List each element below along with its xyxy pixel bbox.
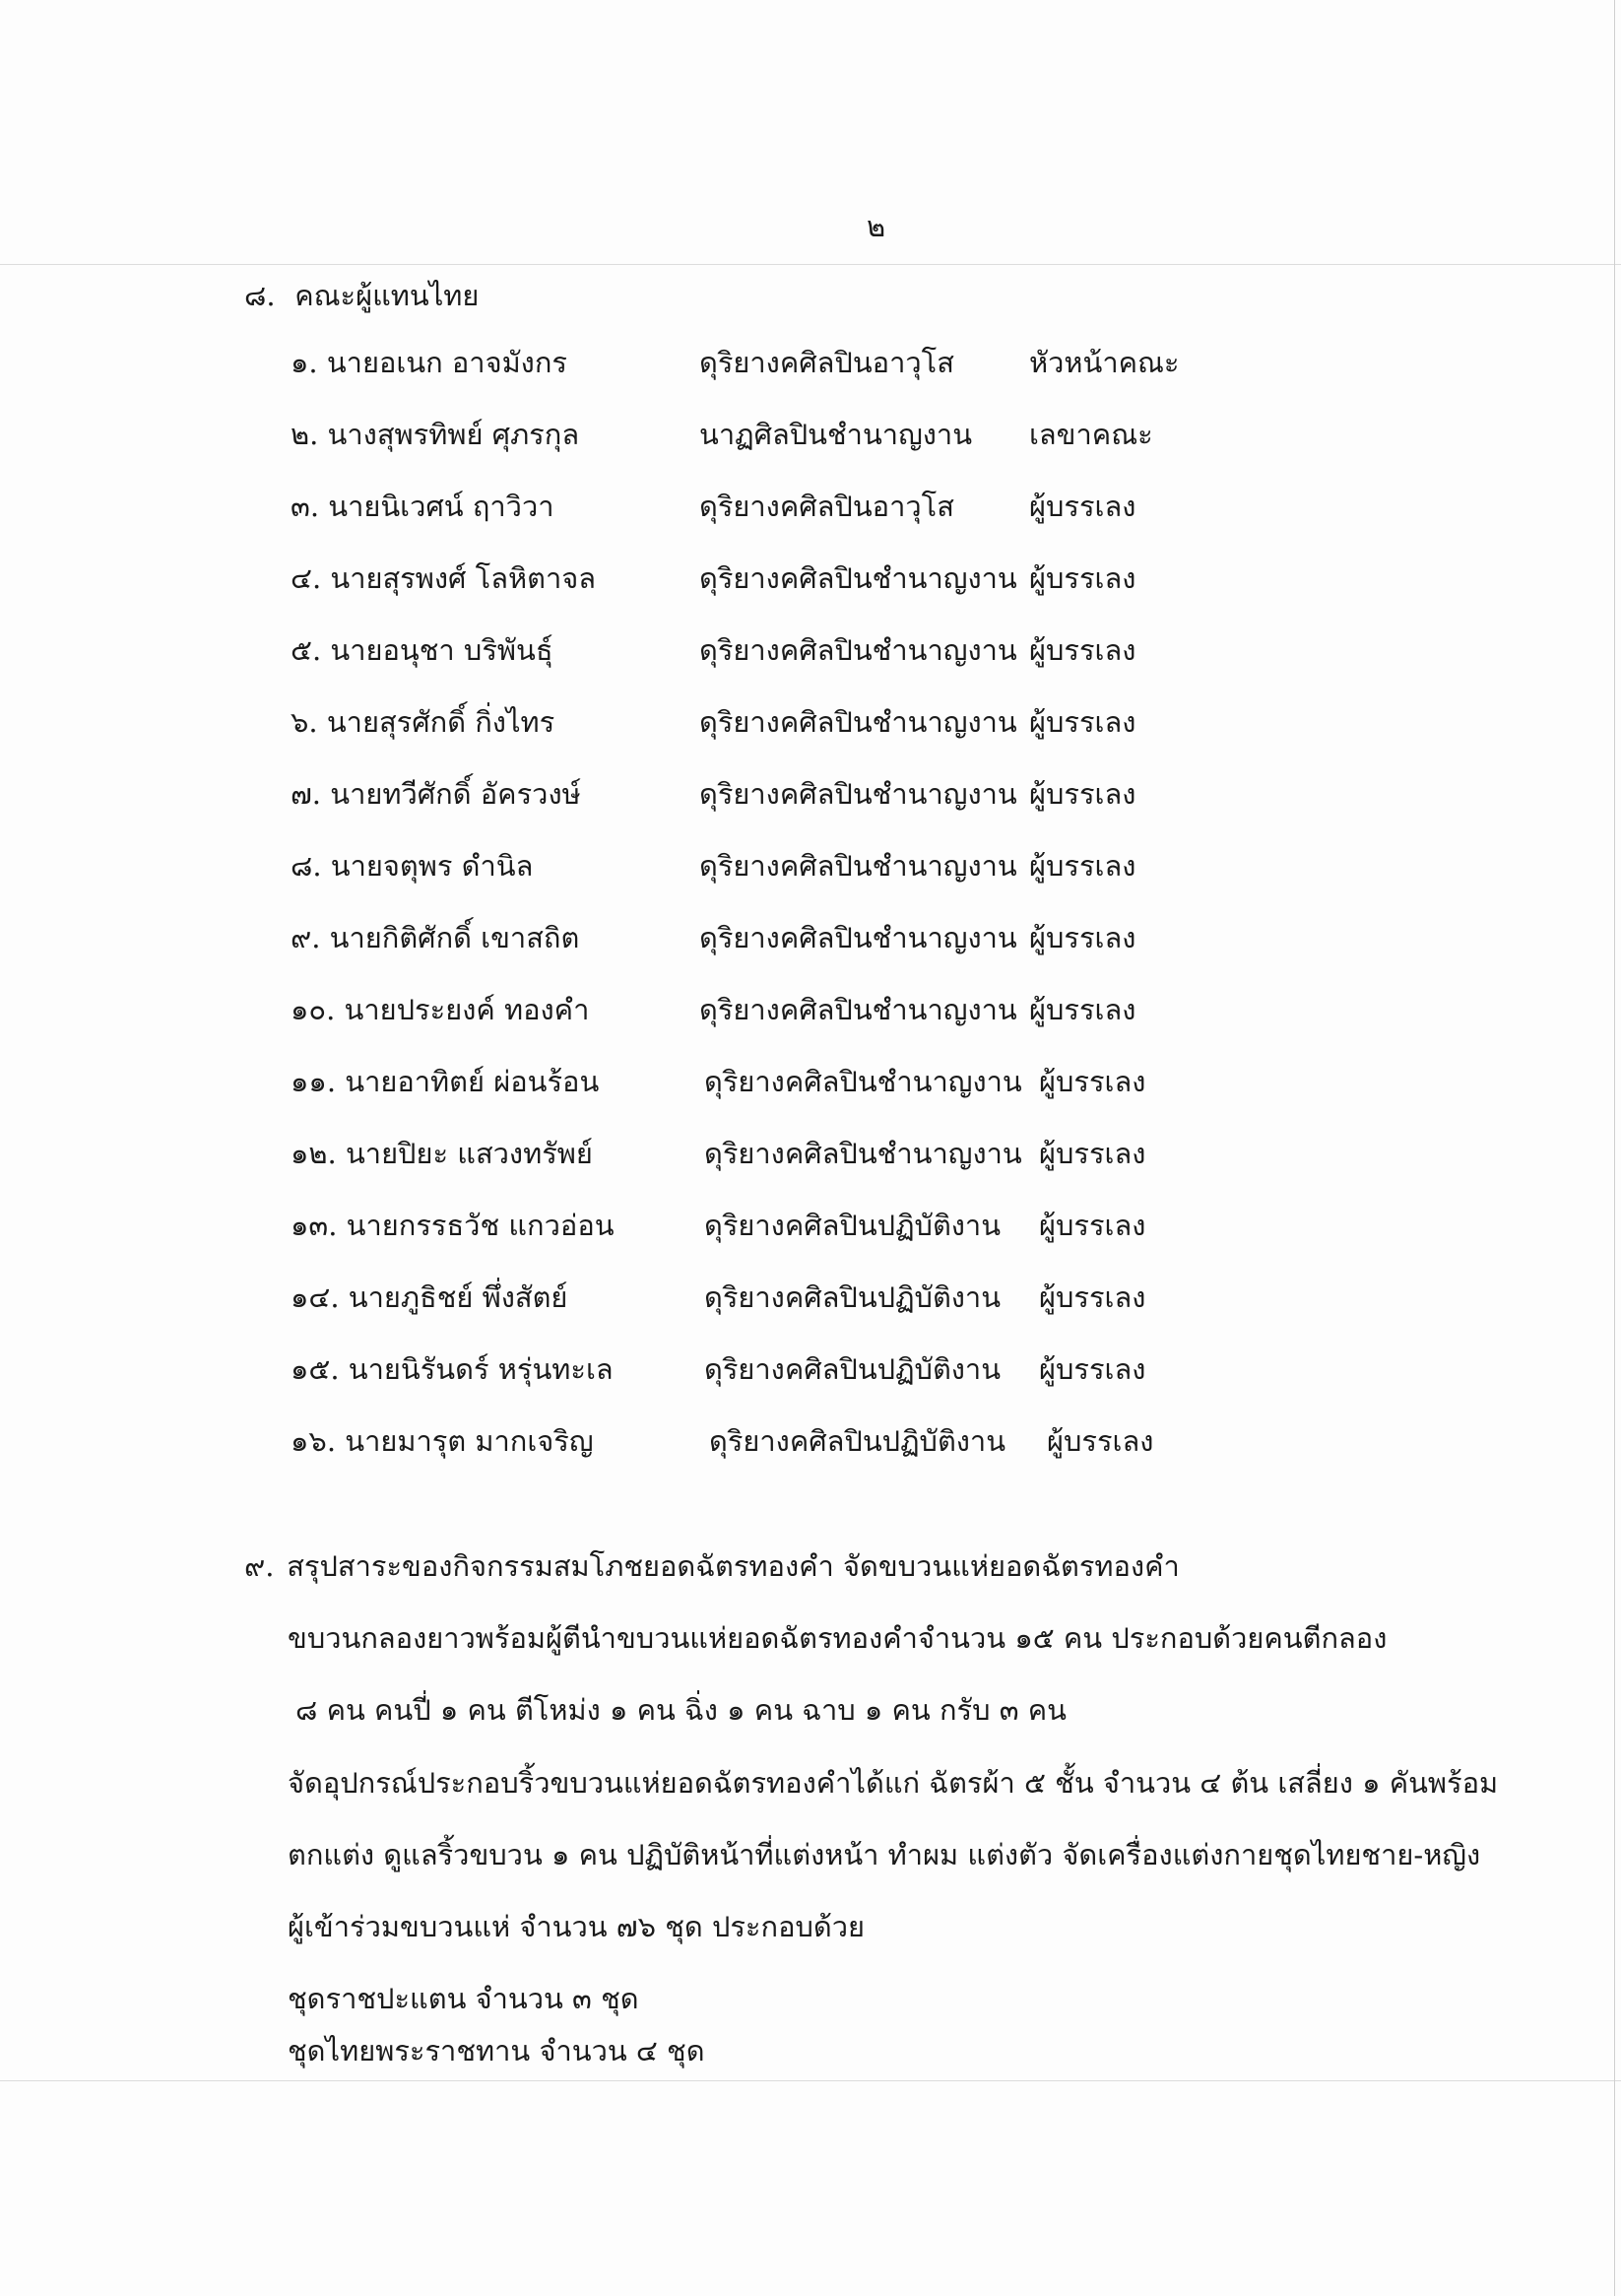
scan-divider-bottom: [0, 2080, 1621, 2081]
member-position: ดุริยางคศิลปินชำนาญงาน: [699, 921, 1017, 954]
member-row: [291, 846, 1275, 918]
member-name: ๒. นางสุพรทิพย์ ศุภรกุล: [291, 418, 580, 451]
member-position: นาฏศิลปินชำนาญงาน: [699, 418, 973, 451]
summary-line: ชุดไทยพระราชทาน จำนวน ๔ ชุด: [288, 2034, 705, 2067]
member-position: ดุริยางคศิลปินปฏิบัติงาน: [704, 1209, 1002, 1242]
member-name: ๑. นายอเนก อาจมังกร: [291, 346, 567, 379]
member-name: ๑๖. นายมารุต มากเจริญ: [291, 1424, 594, 1458]
member-position: ดุริยางคศิลปินชำนาญงาน: [699, 849, 1017, 883]
section-9-heading: [244, 1546, 1180, 1586]
member-role: ผู้บรรเลง: [1029, 633, 1136, 667]
section-8-number: ๘.: [244, 279, 276, 312]
member-row: [291, 1349, 1275, 1421]
summary-line: ๘ คน คนปี่ ๑ คน ตีโหม่ง ๑ คน ฉิ่ง ๑ คน ฉาบ ๑ คน กรับ ๓ คน: [295, 1693, 1067, 1727]
member-position: ดุริยางคศิลปินชำนาญงาน: [699, 777, 1017, 811]
member-row: [291, 1278, 1275, 1349]
member-name: ๑๔. นายภูธิชย์ พึ่งสัตย์: [291, 1280, 568, 1314]
member-name: ๘. นายจตุพร ดำนิล: [291, 849, 534, 883]
section-9-title: สรุปสาระของกิจกรรมสมโภชยอดฉัตรทองคำ จัดขบวนแห่ยอดฉัตรทองคำ: [287, 1549, 1180, 1583]
member-role: เลขาคณะ: [1029, 418, 1153, 451]
member-position: ดุริยางคศิลปินชำนาญงาน: [699, 993, 1017, 1026]
member-row: [291, 487, 1275, 558]
delegation-member-list: [291, 343, 1275, 1493]
member-row: [291, 774, 1275, 846]
member-position: ดุริยางคศิลปินอาวุโส: [699, 490, 954, 523]
member-role: ผู้บรรเลง: [1039, 1280, 1146, 1314]
member-row: [291, 1134, 1275, 1206]
member-row: [291, 990, 1275, 1062]
member-role: ผู้บรรเลง: [1029, 993, 1136, 1026]
member-name: ๑๐. นายประยงค์ ทองคำ: [291, 993, 590, 1026]
member-role: ผู้บรรเลง: [1029, 777, 1136, 811]
member-row: [291, 343, 1275, 415]
member-position: ดุริยางคศิลปินปฏิบัติงาน: [704, 1352, 1002, 1386]
summary-line: ตกแต่ง ดูแลริ้วขบวน ๑ คน ปฏิบัติหน้าที่แต่งหน้า ทำผม แต่งตัว จัดเครื่องแต่งกายชุดไทยชาย-หญิง: [288, 1838, 1481, 1871]
member-name: ๑๕. นายนิรันดร์ หรุ่นทะเล: [291, 1352, 614, 1386]
member-row: [291, 1206, 1275, 1278]
member-row: [291, 1421, 1275, 1493]
member-row: [291, 415, 1275, 487]
member-position: ดุริยางคศิลปินชำนาญงาน: [704, 1137, 1022, 1170]
member-name: ๔. นายสุรพงศ์ โลหิตาจล: [291, 561, 597, 595]
section-8-title: คณะผู้แทนไทย: [294, 279, 480, 312]
member-role: ผู้บรรเลง: [1029, 490, 1136, 523]
summary-line: ขบวนกลองยาวพร้อมผู้ตีนำขบวนแห่ยอดฉัตรทองคำจำนวน ๑๕ คน ประกอบด้วยคนตีกลอง: [288, 1621, 1388, 1655]
member-name: ๑๑. นายอาทิตย์ ผ่อนร้อน: [291, 1065, 600, 1098]
member-role: ผู้บรรเลง: [1039, 1209, 1146, 1242]
member-role: ผู้บรรเลง: [1039, 1137, 1146, 1170]
member-name: ๙. นายกิติศักดิ์ เขาสถิต: [291, 921, 580, 954]
member-role: ผู้บรรเลง: [1047, 1424, 1154, 1458]
member-role: ผู้บรรเลง: [1039, 1352, 1146, 1386]
member-role: หัวหน้าคณะ: [1029, 346, 1180, 379]
member-row: [291, 558, 1275, 630]
member-row: [291, 1062, 1275, 1134]
member-role: ผู้บรรเลง: [1029, 561, 1136, 595]
member-row: [291, 702, 1275, 774]
member-role: ผู้บรรเลง: [1039, 1065, 1146, 1098]
member-position: ดุริยางคศิลปินชำนาญงาน: [699, 633, 1017, 667]
member-name: ๗. นายทวีศักดิ์ อัครวงษ์: [291, 777, 581, 811]
summary-line: ผู้เข้าร่วมขบวนแห่ จำนวน ๗๖ ชุด ประกอบด้วย: [288, 1910, 866, 1943]
member-role: ผู้บรรเลง: [1029, 849, 1136, 883]
summary-line: จัดอุปกรณ์ประกอบริ้วขบวนแห่ยอดฉัตรทองคำได้แก่ ฉัตรผ้า ๕ ชั้น จำนวน ๔ ต้น เสลี่ยง ๑ คันพร้อม: [288, 1766, 1499, 1800]
member-role: ผู้บรรเลง: [1029, 705, 1136, 739]
member-position: ดุริยางคศิลปินชำนาญงาน: [699, 705, 1017, 739]
section-9-number: ๙.: [244, 1549, 275, 1583]
member-position: ดุริยางคศิลปินชำนาญงาน: [699, 561, 1017, 595]
member-row: [291, 918, 1275, 990]
summary-line: ชุดราชปะแตน จำนวน ๓ ชุด: [288, 1982, 639, 2015]
member-row: [291, 630, 1275, 702]
member-name: ๑๓. นายกรรธวัช แกวอ่อน: [291, 1209, 615, 1242]
page-number: ๒: [867, 210, 886, 243]
scan-right-edge: [1614, 0, 1615, 2296]
member-position: ดุริยางคศิลปินปฏิบัติงาน: [709, 1424, 1006, 1458]
member-position: ดุริยางคศิลปินชำนาญงาน: [704, 1065, 1022, 1098]
member-name: ๕. นายอนุชา บริพันธุ์: [291, 633, 553, 667]
member-name: ๑๒. นายปิยะ แสวงทรัพย์: [291, 1137, 593, 1170]
member-position: ดุริยางคศิลปินปฏิบัติงาน: [704, 1280, 1002, 1314]
member-role: ผู้บรรเลง: [1029, 921, 1136, 954]
member-name: ๖. นายสุรศักดิ์ กิ่งไทร: [291, 705, 555, 739]
member-name: ๓. นายนิเวศน์ ฤาวิวา: [291, 490, 554, 523]
member-position: ดุริยางคศิลปินอาวุโส: [699, 346, 954, 379]
scan-divider-top: [0, 264, 1621, 265]
section-8-heading: [244, 276, 479, 315]
